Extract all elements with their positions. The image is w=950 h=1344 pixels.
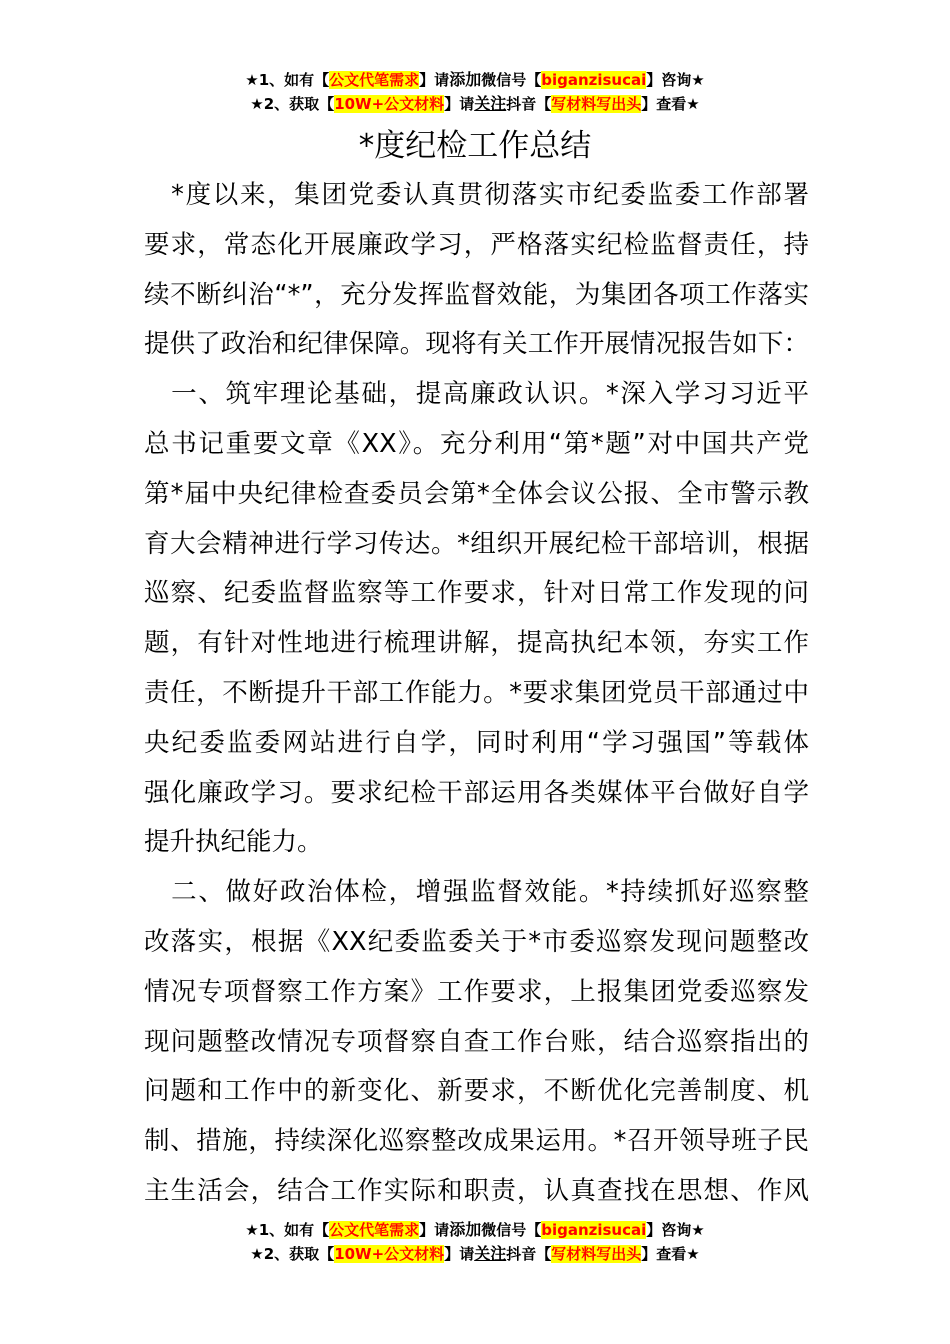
promo-banner-bottom bbox=[0, 1218, 950, 1266]
body-line: 二、做好政治体检，增强监督效能。*持续抓好巡察整 bbox=[144, 877, 809, 908]
promo-highlight: 公文代笔需求 bbox=[329, 71, 420, 89]
body-line: 要求，常态化开展廉政学习，严格落实纪检监督责任，持 bbox=[144, 229, 809, 260]
promo-wechat-id: biganzisucai bbox=[541, 1221, 647, 1239]
promo-text: 微信号【 bbox=[481, 71, 542, 89]
body-line: 责任，不断提升干部工作能力。*要求集团党员干部通过中 bbox=[144, 677, 809, 708]
promo-line-1 bbox=[0, 1218, 950, 1242]
promo-highlight: 10W+公文材料 bbox=[334, 95, 445, 113]
promo-emphasis: 关注 bbox=[474, 1244, 507, 1263]
promo-banner-top bbox=[0, 68, 950, 116]
body-line: 央纪委监委网站进行自学，同时利用“学习强国”等载体 bbox=[144, 727, 809, 758]
body-line: 续不断纠治“*”，充分发挥监督效能，为集团各项工作落实 bbox=[144, 279, 809, 310]
promo-text: ★1、如有【 bbox=[245, 71, 330, 89]
body-line: 提供了政治和纪律保障。现将有关工作开展情况报告如下： bbox=[144, 329, 809, 360]
body-line: 主生活会，结合工作实际和职责，认真查找在思想、作风 bbox=[144, 1175, 809, 1206]
promo-emphasis: 添加 bbox=[449, 70, 482, 89]
promo-emphasis: 关注 bbox=[474, 94, 507, 113]
body-line: 题，有针对性地进行梳理讲解，提高执纪本领，夯实工作 bbox=[144, 628, 809, 659]
body-line: 育大会精神进行学习传达。*组织开展纪检干部培训，根据 bbox=[144, 528, 809, 559]
promo-text: ★1、如有【 bbox=[245, 1221, 330, 1239]
document-body bbox=[144, 171, 809, 1217]
promo-text: 】请 bbox=[444, 1245, 475, 1263]
promo-highlight: 公文代笔需求 bbox=[329, 1221, 420, 1239]
promo-wechat-id: biganzisucai bbox=[541, 71, 647, 89]
promo-highlight: 10W+公文材料 bbox=[334, 1245, 445, 1263]
promo-text: 】请 bbox=[419, 1221, 450, 1239]
promo-line-2 bbox=[0, 92, 950, 116]
promo-text: 】请 bbox=[419, 71, 450, 89]
body-line: 情况专项督察工作方案》工作要求，上报集团党委巡察发 bbox=[144, 976, 809, 1007]
promo-text: 抖音【 bbox=[506, 95, 552, 113]
body-line: *度以来，集团党委认真贯彻落实市纪委监委工作部署 bbox=[144, 180, 809, 210]
body-line: 第*届中央纪律检查委员会第*全体会议公报、全市警示教 bbox=[144, 478, 809, 509]
promo-text: 微信号【 bbox=[481, 1221, 542, 1239]
promo-line-2 bbox=[0, 1242, 950, 1266]
promo-text: ★2、获取【 bbox=[250, 1245, 335, 1263]
promo-douyin-id: 写材料写出头 bbox=[551, 95, 642, 113]
body-line: 问题和工作中的新变化、新要求，不断优化完善制度、机 bbox=[144, 1076, 809, 1107]
body-line: 提升执纪能力。 bbox=[144, 827, 323, 858]
promo-emphasis: 添加 bbox=[449, 1220, 482, 1239]
body-line: 改落实，根据《XX纪委监委关于*市委巡察发现问题整改 bbox=[144, 926, 809, 957]
promo-text: 抖音【 bbox=[506, 1245, 552, 1263]
promo-text: 】咨询★ bbox=[646, 1221, 705, 1239]
promo-text: 】咨询★ bbox=[646, 71, 705, 89]
document-title: *度纪检工作总结 bbox=[358, 128, 592, 164]
body-line: 制、措施，持续深化巡察整改成果运用。*召开领导班子民 bbox=[144, 1126, 809, 1157]
body-line: 一、筑牢理论基础，提高廉政认识。*深入学习习近平 bbox=[144, 379, 809, 410]
promo-text: 】查看★ bbox=[641, 95, 700, 113]
promo-line-1 bbox=[0, 68, 950, 92]
body-line: 巡察、纪委监督监察等工作要求，针对日常工作发现的问 bbox=[144, 578, 809, 609]
promo-text: 】请 bbox=[444, 95, 475, 113]
body-line: 现问题整改情况专项督察自查工作台账，结合巡察指出的 bbox=[144, 1026, 809, 1057]
body-line: 强化廉政学习。要求纪检干部运用各类媒体平台做好自学 bbox=[144, 777, 809, 808]
promo-text: ★2、获取【 bbox=[250, 95, 335, 113]
promo-text: 】查看★ bbox=[641, 1245, 700, 1263]
promo-douyin-id: 写材料写出头 bbox=[551, 1245, 642, 1263]
body-line: 总书记重要文章《XX》。充分利用“第*题”对中国共产党 bbox=[144, 428, 809, 459]
